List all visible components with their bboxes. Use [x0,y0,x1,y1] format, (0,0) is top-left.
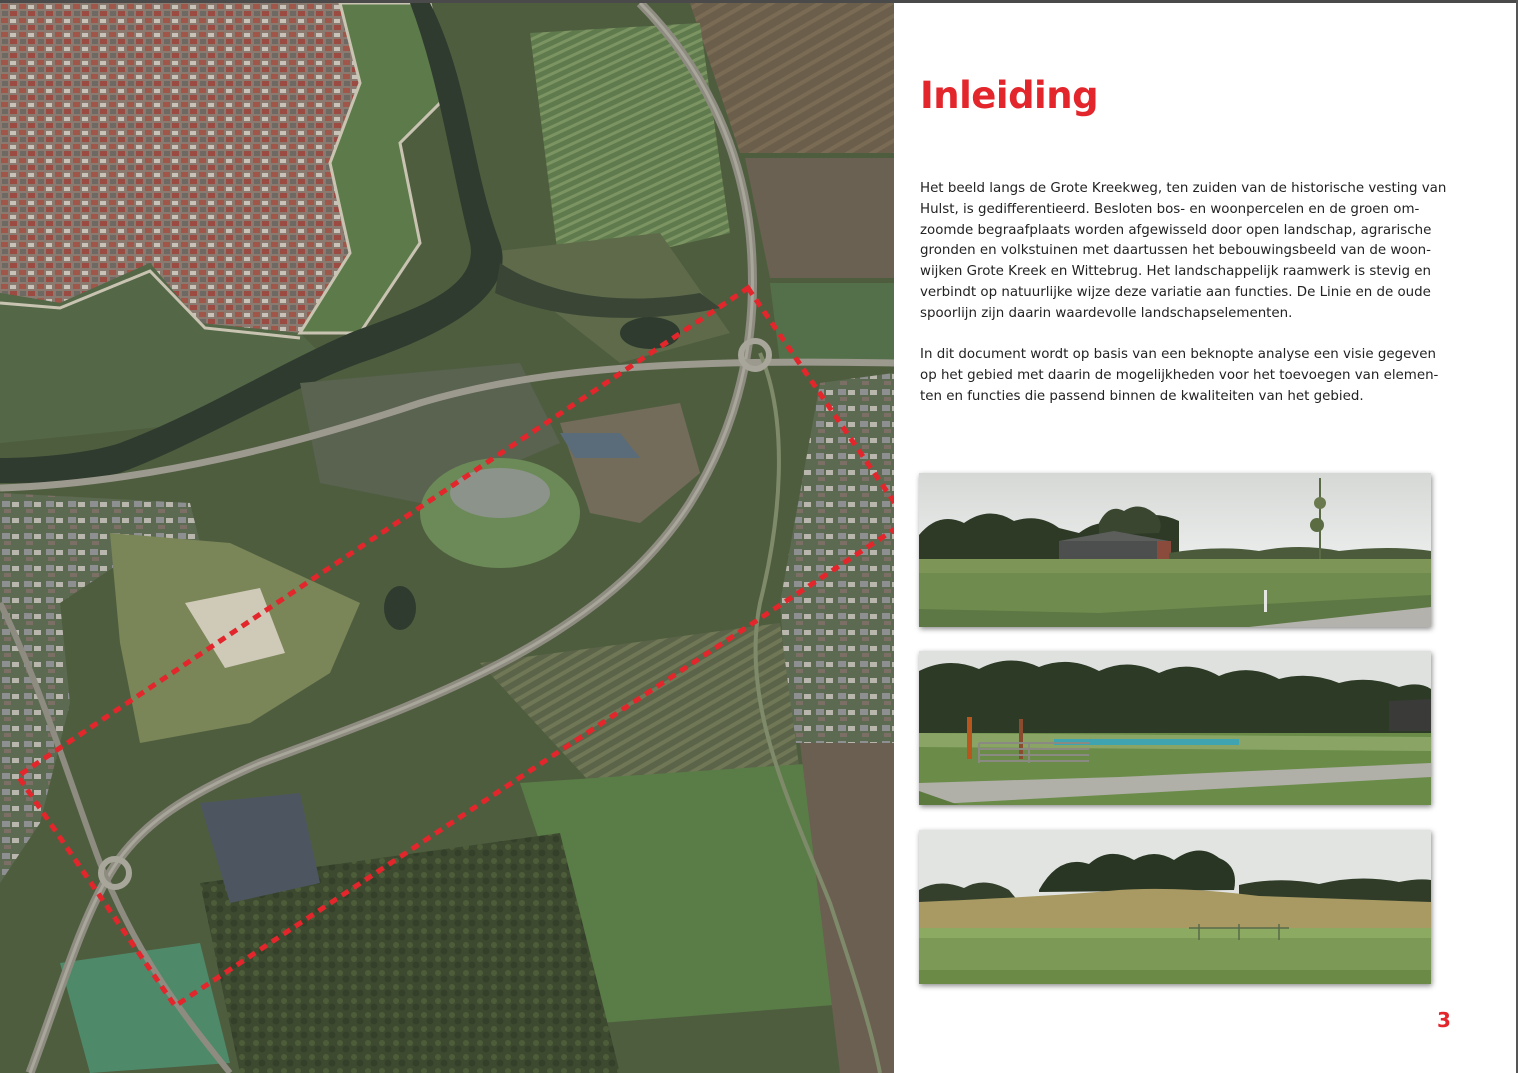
landscape-photo-1 [919,473,1431,627]
text-line: op het gebied met daarin de mogelijkheden voor het toevoegen van elemen- [920,367,1439,383]
intro-paragraph-1 [920,179,1447,325]
text-line: spoorlijn zijn daarin waardevolle landschapselementen. [920,305,1293,321]
landscape-photo-3 [919,830,1431,984]
text-line: verbindt op natuurlijke wijze deze variatie aan functies. De Linie en de oude [920,284,1431,300]
text-line: ten en functies die passend binnen de kwaliteiten van het gebied. [920,388,1364,404]
text-line: Het beeld langs de Grote Kreekweg, ten zuiden van de historische vesting van [920,181,1447,196]
text-line: Hulst, is gedifferentieerd. Besloten bos- en woonpercelen en de groen om- [920,201,1420,217]
intro-paragraph-2 [920,345,1439,407]
aerial-photo [0,3,894,1073]
text-line: wijken Grote Kreek en Wittebrug. Het landschappelijk raamwerk is stevig en [920,264,1431,280]
page-title: Inleiding [920,74,1099,117]
text-line: In dit document wordt op basis van een beknopte analyse een visie gegeven [920,347,1436,362]
landscape-photo-2 [919,651,1431,805]
page-number: 3 [1437,1008,1451,1032]
text-line: zoomde begraafplaats worden afgewisseld door open landschap, agrarische [920,222,1432,238]
text-line: gronden en volkstuinen met daartussen het bebouwingsbeeld van de woon- [920,243,1431,259]
